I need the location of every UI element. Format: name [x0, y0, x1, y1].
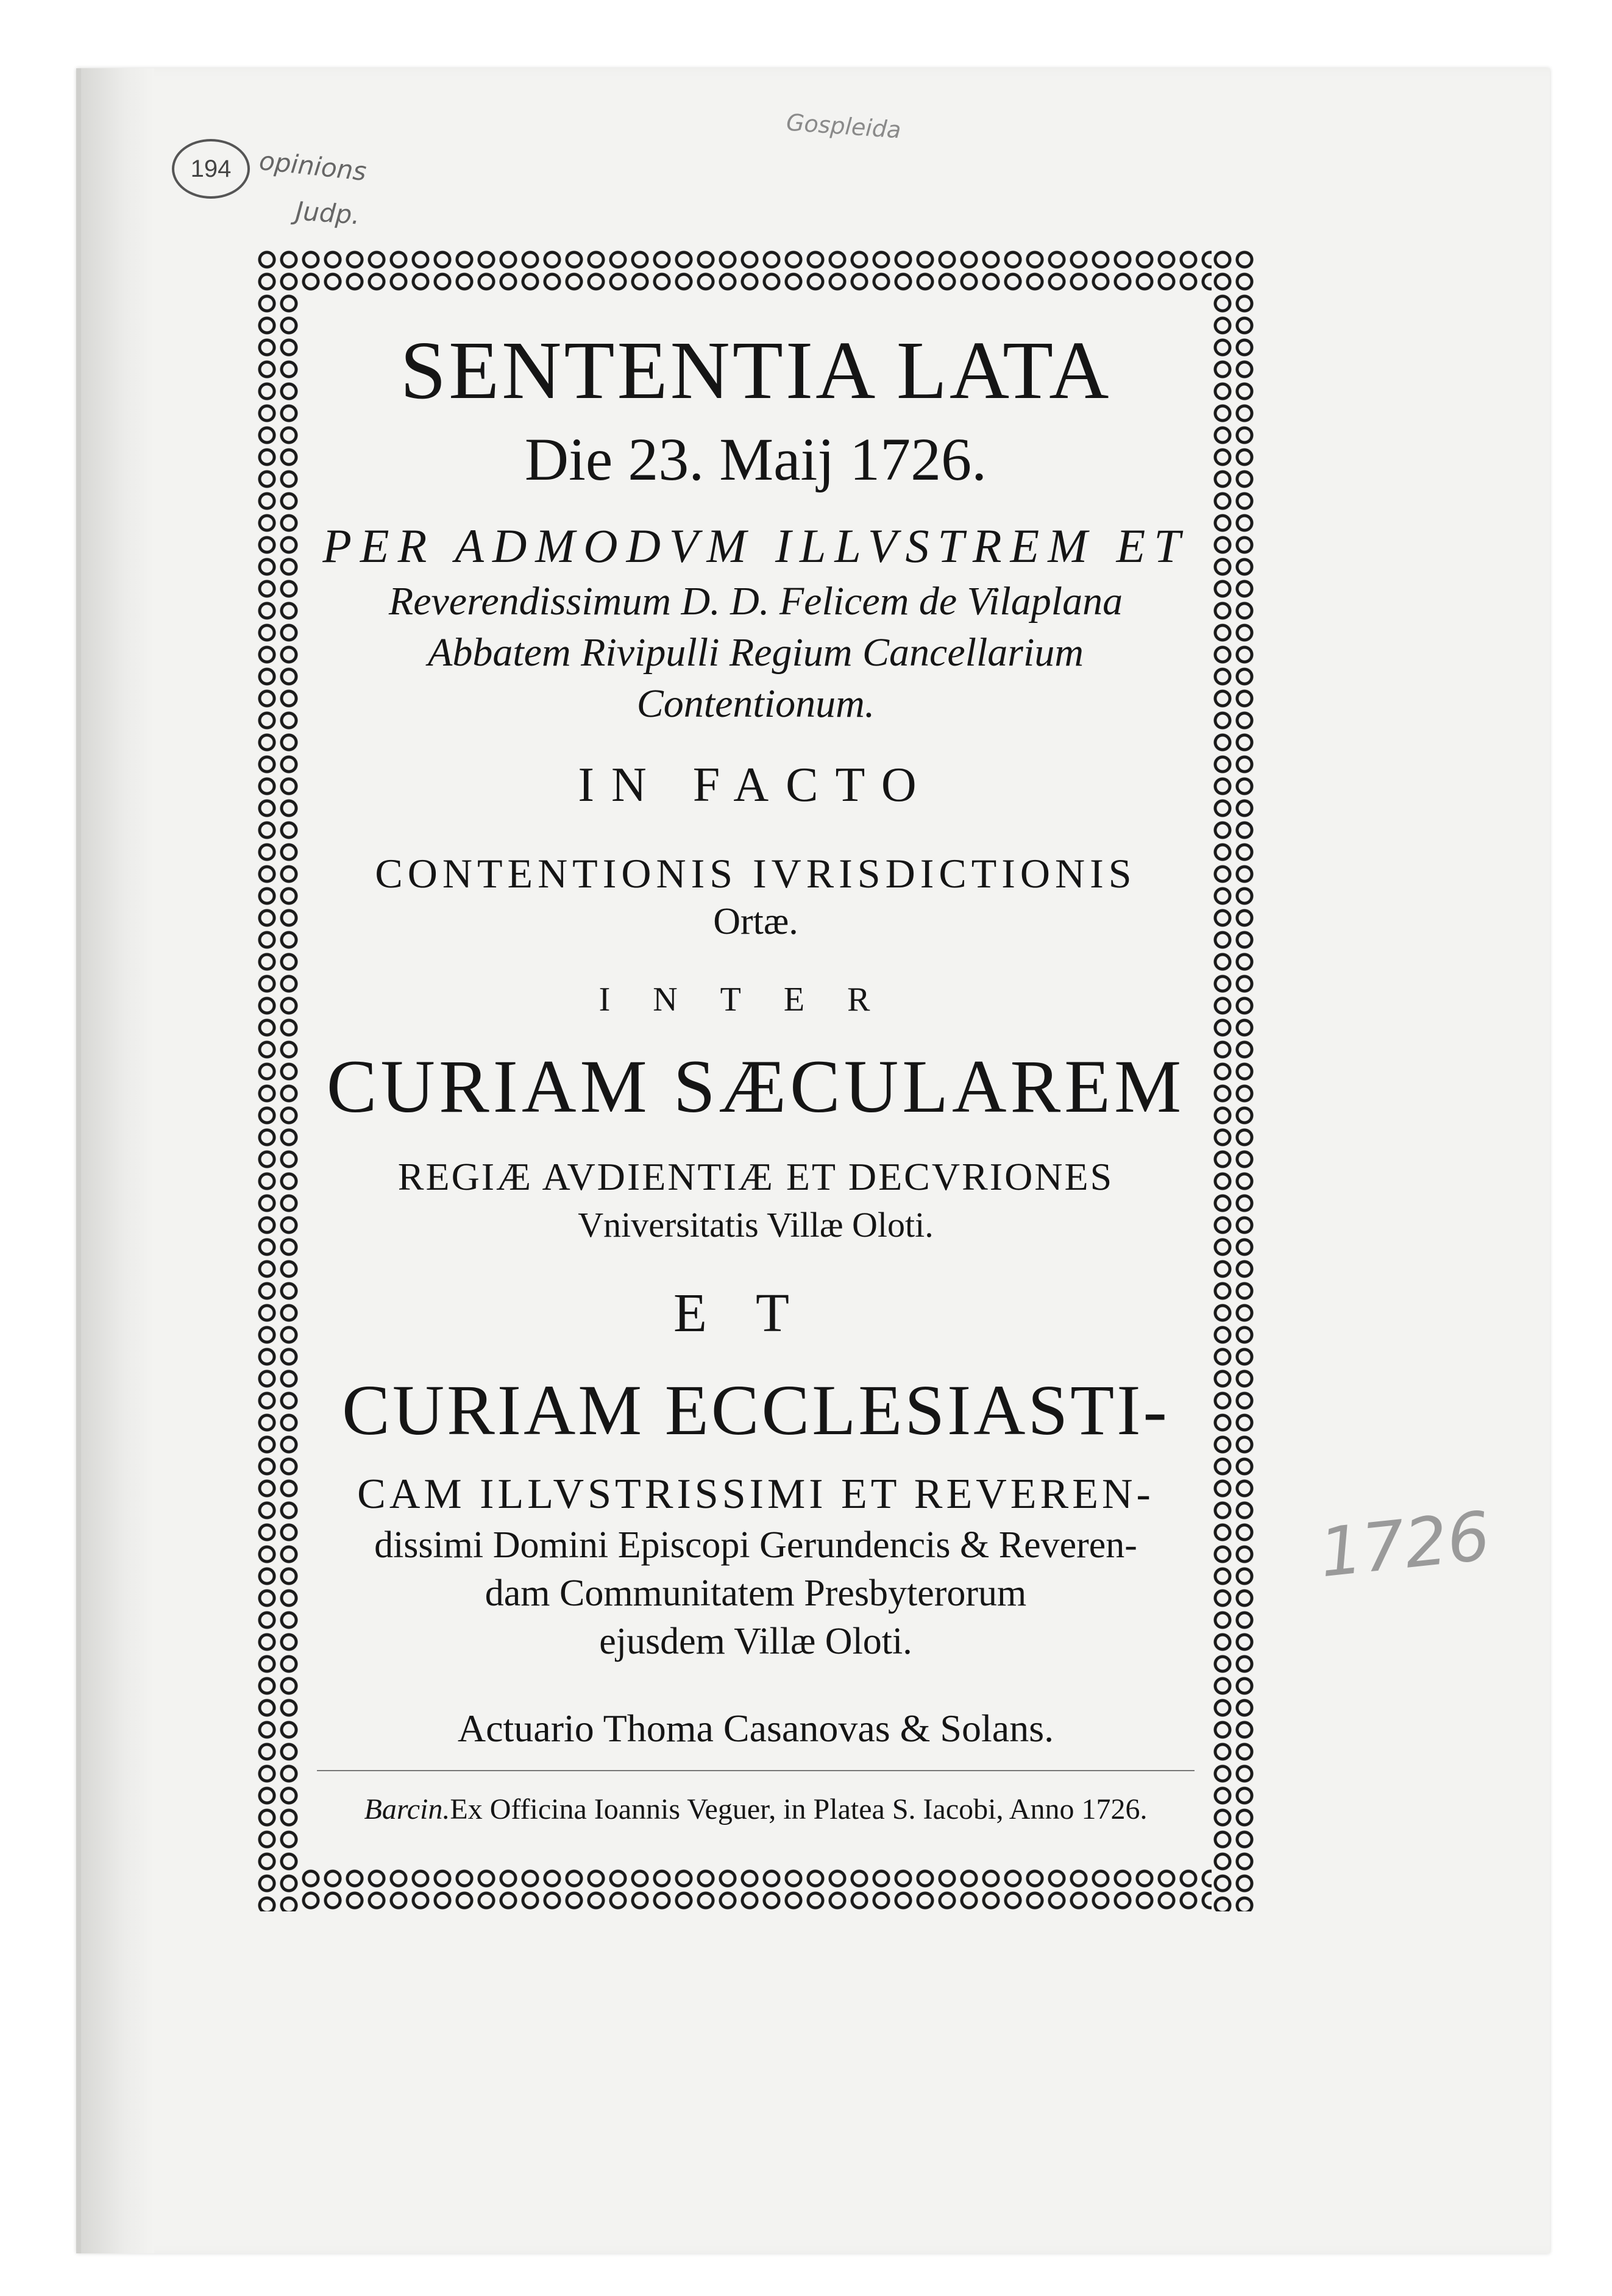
- stamp-number: 194: [190, 155, 232, 182]
- curiam-saecularem: CURIAM SÆCULAREM: [326, 1045, 1185, 1128]
- inter-line: INTER: [598, 981, 913, 1018]
- et-line: ET: [673, 1283, 838, 1343]
- ornament-border-bottom: [256, 1868, 1255, 1911]
- ornament-border-right: [1212, 249, 1255, 1911]
- body-line-1: dissimi Domini Episcopi Gerundencis & Reveren-: [374, 1524, 1137, 1566]
- imprint-place: Barcin.: [364, 1793, 450, 1825]
- rev-line-3: Contentionum.: [636, 681, 875, 726]
- vniversitatis-line: Vniversitatis Villæ Oloti.: [578, 1205, 934, 1245]
- handwritten-note-year: 1726: [1316, 1496, 1494, 1593]
- sentence-date: Die 23. Maij 1726.: [524, 425, 987, 493]
- contentionis-line: CONTENTIONIS IVRISDICTIONIS: [375, 850, 1137, 897]
- binding-strip: [81, 68, 154, 2253]
- handwritten-note-opinions: opinions: [257, 145, 368, 187]
- curiam-ecclesiasti: CURIAM ECCLESIASTI-: [342, 1370, 1170, 1450]
- regiae-line: REGIÆ AVDIENTIÆ ET DECVRIONES: [397, 1155, 1114, 1198]
- body-line-3: ejusdem Villæ Oloti.: [599, 1621, 912, 1662]
- handwritten-note-judp: Judp.: [294, 196, 361, 230]
- actuario-line: Actuario Thoma Casanovas & Solans.: [457, 1707, 1054, 1750]
- in-facto: IN FACTO: [578, 758, 934, 812]
- cam-line: CAM ILLVSTRISSIMI ET REVEREN-: [357, 1471, 1154, 1518]
- imprint-divider: [317, 1770, 1195, 1771]
- per-line: PER ADMODVM ILLVSTREM ET: [322, 519, 1189, 572]
- imprint-details: Ex Officina Ioannis Veguer, in Platea S. Iacobi, Anno 1726.: [450, 1793, 1148, 1825]
- ornament-border-left: [256, 249, 300, 1911]
- page-title: SENTENTIA LATA: [400, 325, 1112, 416]
- rev-line-1: Reverendissimum D. D. Felicem de Vilaplana: [388, 579, 1123, 624]
- ortae-line: Ortæ.: [713, 901, 798, 942]
- archive-stamp: [172, 139, 250, 199]
- rev-line-2: Abbatem Rivipulli Regium Cancellarium: [428, 630, 1084, 675]
- body-line-2: dam Communitatem Presbyterorum: [485, 1573, 1027, 1614]
- ornament-border-top: [256, 249, 1255, 293]
- title-page-content: [317, 316, 1195, 1850]
- ornamental-frame: [256, 249, 1255, 1911]
- handwritten-note-top: Gospleida: [785, 108, 902, 144]
- imprint-line: [317, 1793, 1195, 1826]
